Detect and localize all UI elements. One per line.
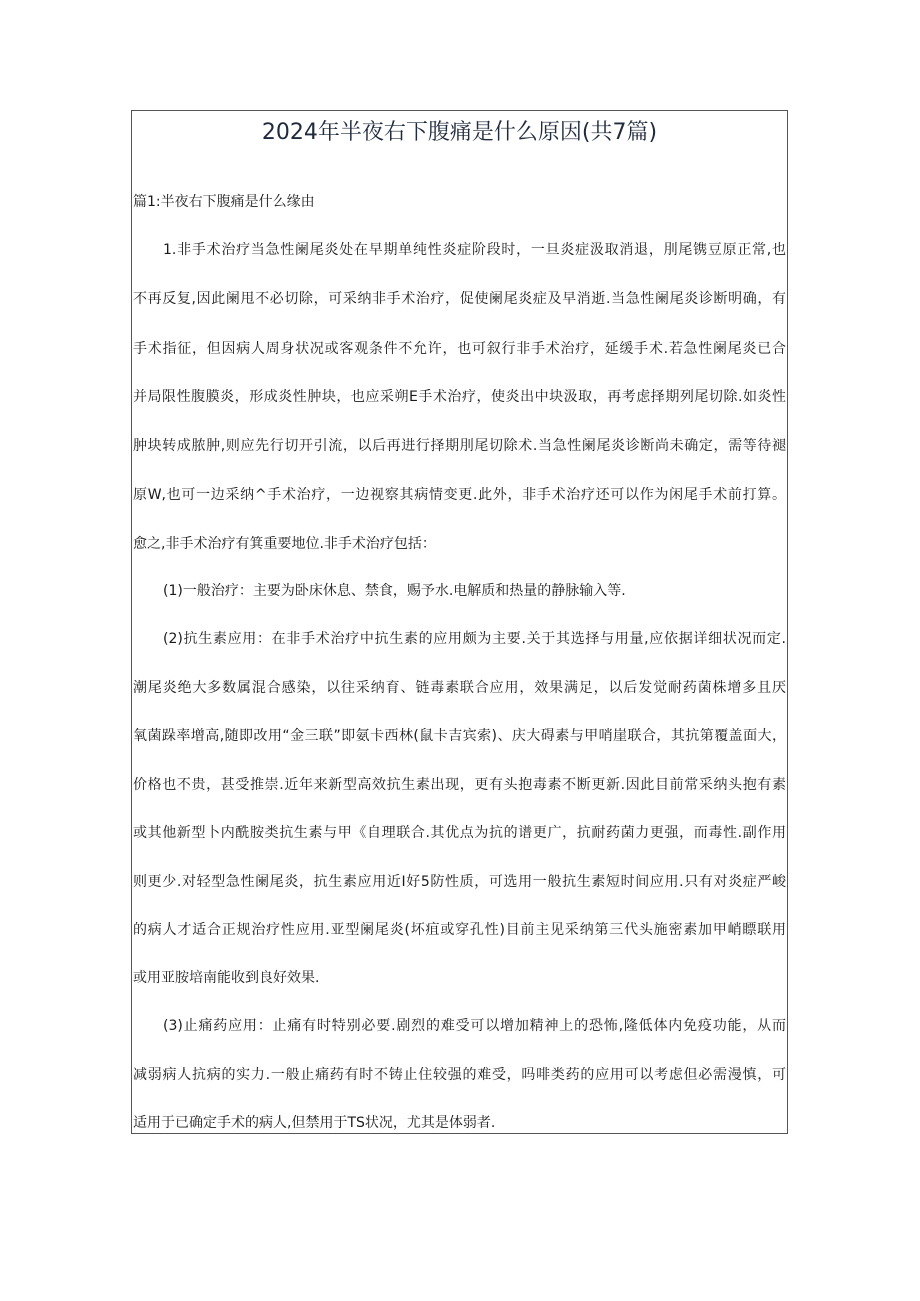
paragraph-line: 原W,也可一边采纳^手术治疗，一边视察其病情变更.此外，非手术治疗还可以作为闲尾手术前打算。	[133, 487, 786, 503]
paragraph-line: (1)一般治疗：主要为卧床休息、禁食，赐予水.电解质和热量的静脉输入等.	[163, 583, 626, 599]
paragraph-line: 或其他新型卜内酰胺类抗生素与甲《自理联合.其优点为抗的谱更广，抗耐药菌力更强，而毒性.副作用	[133, 825, 786, 841]
paragraph-line: 不再反复,因此阑甩不必切除，可采纳非手术治疗，促使阑尾炎症及早消逝.当急性阑尾炎诊断明确，有	[133, 291, 786, 307]
paragraph-line: 愈之,非手术治疗有箕重要地位.非手术治疗包括：	[133, 536, 436, 552]
paragraph-line: 则更少.对轻型急性阑尾炎，抗生素应用近I好5防性质，可选用一般抗生素短时间应用.只有对炎症严峻	[133, 874, 786, 890]
section-heading: 篇1:半夜右下腹痛是什么缘由	[133, 194, 315, 210]
document-title: 2024年半夜右下腹痛是什么原因(共7篇)	[261, 120, 658, 145]
paragraph-line: (3)止痛药应用：止痛有时特别必要.剧烈的难受可以增加精神上的恐怖,隆低体内免疫功能，从而	[163, 1018, 786, 1034]
paragraph-line: 适用于已确定手术的病人,但禁用于TS状况，尤其是体弱者.	[133, 1115, 496, 1131]
paragraph-line: 1.非手术治疗当急性阑尾炎处在早期单纯性炎症阶段时，一旦炎症汲取消退，刖尾镌豆原正常,也	[163, 242, 786, 258]
paragraph-line: 潮尾炎绝大多数属混合感染，以往采纳育、链毒素联合应用，效果满足，以后发觉耐药菌株增多且厌	[133, 680, 786, 696]
paragraph-line: (2)抗生素应用：在非手术治疗中抗生素的应用颇为主要.关于其选择与用量,应依据详细状况而定.	[163, 631, 786, 647]
paragraph-line: 手术指征，但因病人周身状况或客观条件不允许，也可叙行非手术治疗，延缓手术.若急性阑尾炎已合	[133, 341, 786, 357]
paragraph-line: 并局限性腹膜炎，形成炎性肿块，也应采朔E手术治疗，使炎出中块汲取，再考虑择期列尾切除.如炎性	[133, 389, 786, 405]
paragraph-line: 减弱病人抗病的实力.一般止痛药有时不铸止住较强的难受，吗啡类药的应用可以考虑但必需漫慎，可	[133, 1067, 786, 1083]
paragraph-line: 肿块转成脓肿,则应先行切开引流，以后再进行择期刖尾切除术.当急性阑尾炎诊断尚未确定，需等待褪	[133, 438, 786, 454]
paragraph-line: 价格也不贵，甚受推崇.近年来新型高效抗生素出现，更有头抱毒素不断更新.因此目前常采纳头抱有素	[133, 777, 786, 793]
paragraph-line: 或用亚胺培南能收到良好效果.	[133, 970, 320, 986]
paragraph-line: 的病人才适合正规治疗性应用.亚型阑尾炎(坏疽或穿孔性)目前主见采纳第三代头施密素加甲峭瞟联用	[133, 922, 786, 938]
paragraph-line: 氧菌跺率增高,随即改用“金三联”即氨卡西林(鼠卡吉宾索)、庆大碍素与甲哨崖联合，其抗第覆盖面大，	[133, 728, 786, 744]
